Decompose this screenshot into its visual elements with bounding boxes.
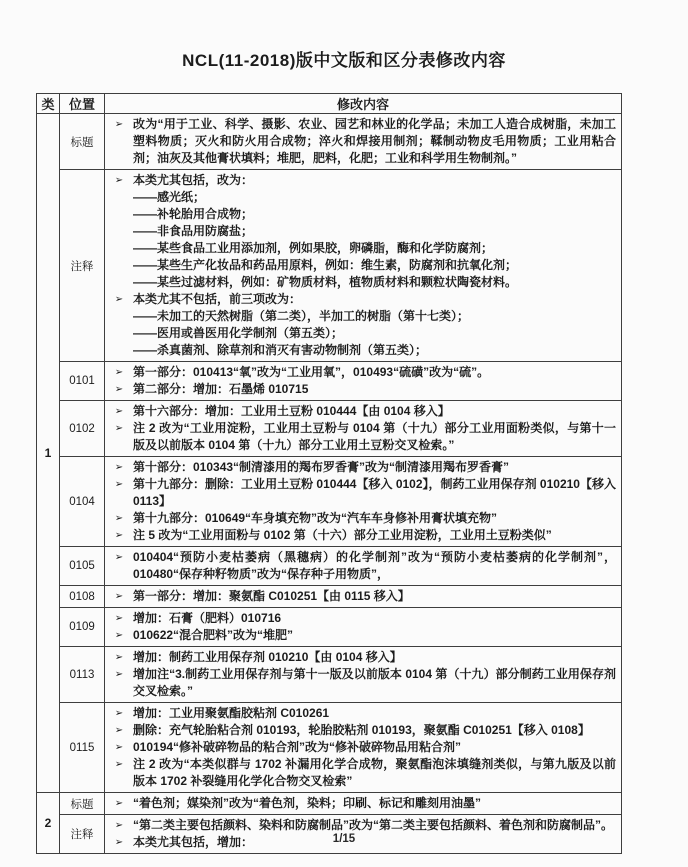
bullet-spacer xyxy=(105,240,133,257)
table-row xyxy=(37,457,622,547)
content-cell xyxy=(105,586,622,608)
entry-text: 注 2 改为“工业用淀粉，工业用土豆粉与 0104 第（十九）部分工业用面粉类似，与第十一版及以前版本 0104 第（十九）部分工业用土豆粉交叉检索。” xyxy=(133,421,616,452)
entry-text: 第十六部分：增加：工业用土豆粉 010444【由 0104 移入】 xyxy=(133,404,450,418)
table-row xyxy=(37,401,622,457)
bullet-arrow-icon: ➢ xyxy=(114,552,124,563)
content-cell xyxy=(105,457,622,547)
bullet-arrow-icon: ➢ xyxy=(114,708,124,719)
bullet-arrow-icon: ➢ xyxy=(114,798,124,809)
content-entry xyxy=(105,420,621,454)
position-cell: 0102 xyxy=(60,401,105,457)
entry-text: 增加：工业用聚氨酯胶粘剂 C010261 xyxy=(133,706,330,720)
entry-text: ——某些食品工业用添加剂，例如果胶，卵磷脂，酶和化学防腐剂； xyxy=(133,241,494,255)
entry-text: ——某些生产化妆品和药品用原料，例如：维生素，防腐剂和抗氧化剂； xyxy=(133,258,518,272)
bullet-arrow-icon: ➢ xyxy=(114,462,124,473)
entry-text: 第十九部分：删除：工业用土豆粉 010444【移入 0102】，制药工业用保存剂 010210【移入 0113】 xyxy=(133,477,616,508)
table-row xyxy=(37,608,622,647)
entry-text: 注 5 改为“工业用面粉与 0102 第（十六）部分工业用淀粉，工业用土豆粉类似” xyxy=(133,528,552,542)
entry-text: 本类尤其不包括，前三项改为： xyxy=(133,292,302,306)
entry-text: ——非食品用防腐盐； xyxy=(133,224,254,238)
entry-text: ——杀真菌剂、除草剂和消灭有害动物制剂（第五类）； xyxy=(133,343,428,357)
content-entry xyxy=(105,206,621,223)
content-entry xyxy=(105,588,621,605)
content-cell xyxy=(105,401,622,457)
bullet-arrow-icon: ➢ xyxy=(114,759,124,770)
position-cell: 0109 xyxy=(60,608,105,647)
table-header-row xyxy=(37,94,622,114)
content-entry xyxy=(105,510,621,527)
bullet-arrow-icon: ➢ xyxy=(114,669,124,680)
bullet-arrow-icon: ➢ xyxy=(114,591,124,602)
position-cell: 0104 xyxy=(60,457,105,547)
position-cell: 标题 xyxy=(60,793,105,815)
content-entry xyxy=(105,666,621,700)
bullet-arrow-icon: ➢ xyxy=(114,367,124,378)
bullet-spacer xyxy=(105,223,133,240)
entry-text: 第一部分：010413“氧”改为“工业用氧”，010493“硫磺”改为“硫”。 xyxy=(133,365,490,379)
bullet-arrow-icon: ➢ xyxy=(114,423,124,434)
bullet-arrow-icon: ➢ xyxy=(114,294,124,305)
bullet-arrow-icon: ➢ xyxy=(114,406,124,417)
position-cell: 注释 xyxy=(60,815,105,854)
bullet-spacer xyxy=(105,206,133,223)
content-entry xyxy=(105,325,621,342)
bullet-arrow-icon: ➢ xyxy=(114,652,124,663)
content-entry xyxy=(105,274,621,291)
position-cell: 0113 xyxy=(60,647,105,703)
entry-text: 改为“用于工业、科学、摄影、农业、园艺和林业的化学品；未加工人造合成树脂，未加工塑料物质；灭火和防火用合成物；淬火和焊接用制剂；鞣制动物皮毛用物质；工业用粘合剂；油灰及其他膏状填料；堆肥，肥料，化肥；工业和科学用生物制剂。” xyxy=(133,117,616,165)
content-entry xyxy=(105,705,621,722)
entry-text: ——某些过滤材料，例如：矿物质材料，植物质材料和颗粒状陶瓷材料。 xyxy=(133,275,518,289)
table-row xyxy=(37,362,622,401)
table-row xyxy=(37,586,622,608)
content-cell xyxy=(105,793,622,815)
content-cell xyxy=(105,547,622,586)
content-cell xyxy=(105,114,622,170)
bullet-arrow-icon: ➢ xyxy=(114,613,124,624)
page-number: 1/15 xyxy=(332,833,356,845)
bullet-arrow-icon: ➢ xyxy=(114,725,124,736)
entry-text: 增加：制药工业用保存剂 010210【由 0104 移入】 xyxy=(133,650,402,664)
modification-table-body xyxy=(37,114,622,854)
content-entry xyxy=(105,459,621,476)
table-row xyxy=(37,793,622,815)
content-entry xyxy=(105,240,621,257)
content-entry xyxy=(105,172,621,189)
entry-text: 第二部分：增加：石墨烯 010715 xyxy=(133,382,309,396)
table-row xyxy=(37,547,622,586)
content-entry xyxy=(105,739,621,756)
modification-table xyxy=(36,93,622,854)
content-entry xyxy=(105,342,621,359)
content-entry xyxy=(105,291,621,308)
content-entry xyxy=(105,795,621,812)
header-cell-content: 修改内容 xyxy=(105,94,622,114)
content-cell xyxy=(105,647,622,703)
content-entry xyxy=(105,223,621,240)
entry-text: 第一部分：增加：聚氨酯 C010251【由 0115 移入】 xyxy=(133,589,410,603)
page-title: NCL(11-2018)版中文版和区分表修改内容 xyxy=(182,51,506,70)
bullet-spacer xyxy=(105,308,133,325)
content-entry xyxy=(105,649,621,666)
bullet-spacer xyxy=(105,342,133,359)
content-entry xyxy=(105,116,621,167)
content-entry xyxy=(105,627,621,644)
content-entry xyxy=(105,476,621,510)
content-entry xyxy=(105,610,621,627)
position-cell: 标题 xyxy=(60,114,105,170)
entry-text: 注 2 改为“本类似群与 1702 补漏用化学合成物，聚氨酯泡沫填缝剂类似，与第九版及以前版本 1702 补裂缝用化学化合物交叉检索” xyxy=(133,757,616,788)
content-entry xyxy=(105,364,621,381)
entry-text: 第十九部分：010649“车身填充物”改为“汽车车身修补用膏状填充物” xyxy=(133,511,498,525)
bullet-spacer xyxy=(105,189,133,206)
table-row xyxy=(37,703,622,793)
entry-text: 第十部分：010343“制清漆用的羯布罗香膏”改为“制清漆用羯布罗香膏” xyxy=(133,460,510,474)
bullet-arrow-icon: ➢ xyxy=(114,837,124,848)
bullet-arrow-icon: ➢ xyxy=(114,479,124,490)
bullet-arrow-icon: ➢ xyxy=(114,820,124,831)
content-cell xyxy=(105,608,622,647)
header-cell-class: 类 xyxy=(37,94,60,114)
entry-text: “着色剂；媒染剂”改为“着色剂，染料；印刷、标记和雕刻用油墨” xyxy=(133,796,482,810)
entry-text: “第二类主要包括颜料、染料和防腐制品”改为“第二类主要包括颜料、着色剂和防腐制品”。 xyxy=(133,818,614,832)
position-cell: 0115 xyxy=(60,703,105,793)
content-entry xyxy=(105,189,621,206)
entry-text: 本类尤其包括，改为： xyxy=(133,173,254,187)
content-cell xyxy=(105,362,622,401)
position-cell: 注释 xyxy=(60,170,105,362)
entry-text: ——未加工的天然树脂（第二类），半加工的树脂（第十七类）； xyxy=(133,309,470,323)
entry-text: 增加注“3.制药工业用保存剂与第十一版及以前版本 0104 第（十九）部分制药工业用保存剂交叉检索。” xyxy=(133,667,616,698)
class-number-cell: 1 xyxy=(37,114,60,793)
content-entry xyxy=(105,403,621,420)
entry-text: 删除：充气轮胎粘合剂 010193，轮胎胶粘剂 010193，聚氨酯 C010251【移入 0108】 xyxy=(133,723,590,737)
position-cell: 0105 xyxy=(60,547,105,586)
table-row xyxy=(37,170,622,362)
entry-text: ——感光纸； xyxy=(133,190,206,204)
position-cell: 0101 xyxy=(60,362,105,401)
entry-text: 本类尤其包括，增加： xyxy=(133,835,254,849)
content-entry xyxy=(105,756,621,790)
content-entry xyxy=(105,381,621,398)
entry-text: ——医用或兽医用化学制剂（第五类）； xyxy=(133,326,344,340)
table-row xyxy=(37,114,622,170)
entry-text: ——补轮胎用合成物； xyxy=(133,207,254,221)
bullet-arrow-icon: ➢ xyxy=(114,384,124,395)
bullet-arrow-icon: ➢ xyxy=(114,175,124,186)
position-cell: 0108 xyxy=(60,586,105,608)
content-cell xyxy=(105,170,622,362)
bullet-spacer xyxy=(105,325,133,342)
bullet-arrow-icon: ➢ xyxy=(114,530,124,541)
bullet-arrow-icon: ➢ xyxy=(114,119,124,130)
content-entry xyxy=(105,257,621,274)
content-entry xyxy=(105,527,621,544)
content-cell xyxy=(105,703,622,793)
table-row xyxy=(37,647,622,703)
content-entry xyxy=(105,722,621,739)
bullet-arrow-icon: ➢ xyxy=(114,742,124,753)
bullet-spacer xyxy=(105,274,133,291)
class-number-cell: 2 xyxy=(37,793,60,854)
content-entry xyxy=(105,308,621,325)
entry-text: 增加：石膏（肥料）010716 xyxy=(133,611,282,625)
header-cell-position: 位置 xyxy=(60,94,105,114)
entry-text: 010194“修补破碎物品的粘合剂”改为“修补破碎物品用粘合剂” xyxy=(133,740,462,754)
bullet-spacer xyxy=(105,257,133,274)
entry-text: 010404“预防小麦枯萎病（黑穗病）的化学制剂”改为“预防小麦枯萎病的化学制剂”，010480“保存种籽物质”改为“保存种子用物质”， xyxy=(133,550,616,581)
bullet-arrow-icon: ➢ xyxy=(114,630,124,641)
entry-text: 010622“混合肥料”改为“堆肥” xyxy=(133,628,294,642)
content-entry xyxy=(105,817,621,834)
content-entry xyxy=(105,549,621,583)
bullet-arrow-icon: ➢ xyxy=(114,513,124,524)
